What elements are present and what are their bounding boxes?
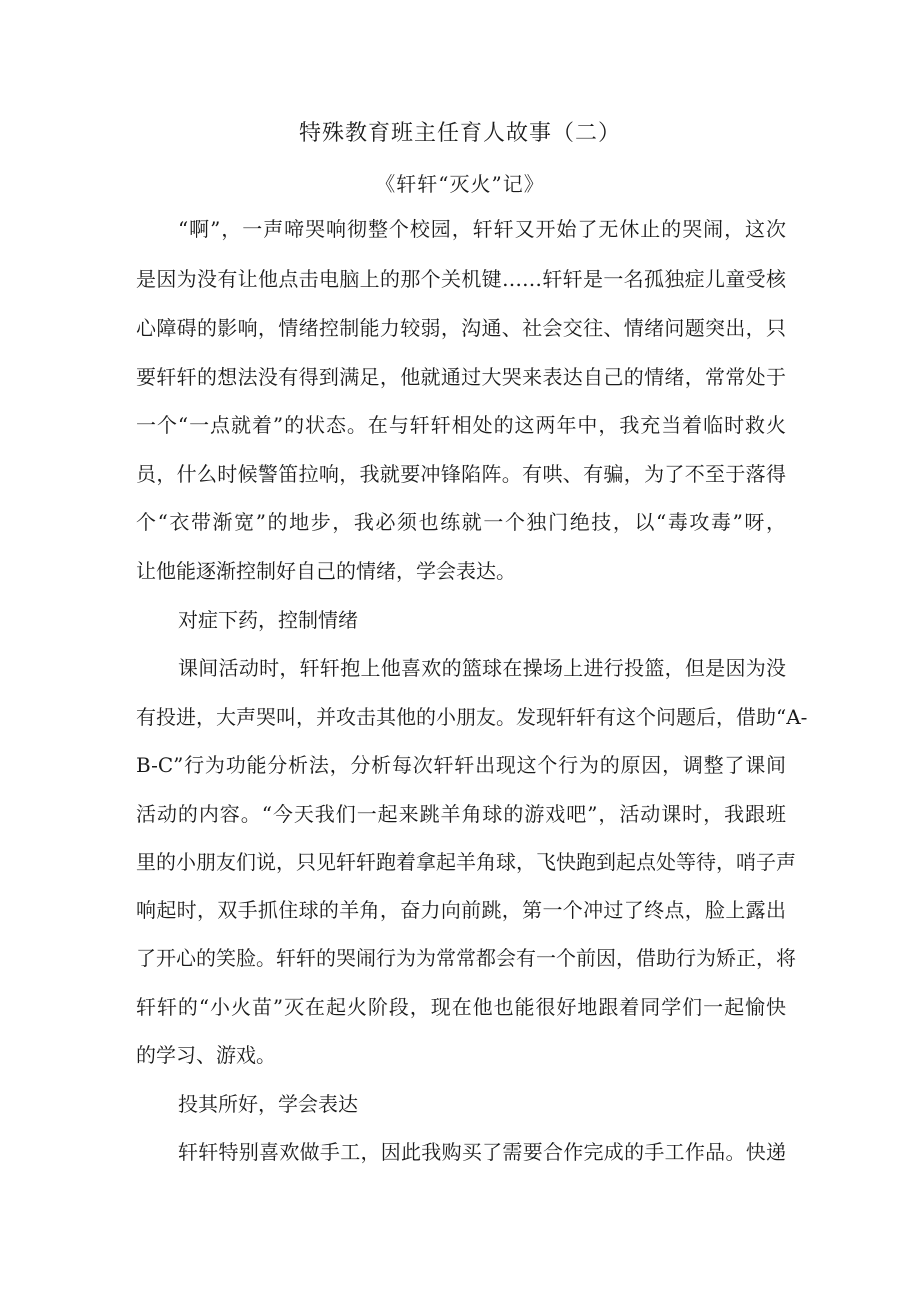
paragraph-line: 有投进，大声哭叫，并攻击其他的小朋友。发现轩轩有这个问题后，借助“A- [136, 705, 808, 729]
document-title: 特殊教育班主任育人故事（二） [298, 121, 621, 146]
paragraph-line: 响起时，双手抓住球的羊角，奋力向前跳，第一个冲过了终点，脸上露出 [136, 898, 786, 922]
paragraph-line: 个“衣带渐宽”的地步，我必须也练就一个独门绝技，以“毒攻毒”呀， [136, 510, 786, 534]
paragraph-line: 里的小朋友们说，只见轩轩跑着拿起羊角球，飞快跑到起点处等待，哨子声 [136, 850, 796, 874]
paragraph-line: 的学习、游戏。 [136, 1043, 276, 1067]
paragraph-line: 了开心的笑脸。轩轩的哭闹行为为常常都会有一个前因，借助行为矫正，将 [136, 946, 796, 970]
paragraph-line: 轩轩的“小火苗”灭在起火阶段，现在他也能很好地跟着同学们一起愉快 [136, 995, 786, 1019]
paragraph-line: B-C”行为功能分析法，分析每次轩轩出现这个行为的原因，调整了课间 [136, 753, 786, 777]
document-subtitle: 《轩轩“灭火”记》 [375, 172, 545, 196]
paragraph-line: 一个“一点就着”的状态。在与轩轩相处的这两年中，我充当着临时救火 [136, 413, 786, 437]
paragraph-line: 要轩轩的想法没有得到满足，他就通过大哭来表达自己的情绪，常常处于 [136, 365, 786, 389]
paragraph-line: 心障碍的影响，情绪控制能力较弱，沟通、社会交往、情绪问题突出，只 [136, 316, 786, 340]
paragraph-line: 活动的内容。“今天我们一起来跳羊角球的游戏吧”，活动课时，我跟班 [136, 802, 786, 826]
section-heading: 对症下药，控制情绪 [178, 608, 358, 632]
paragraph-line: 轩轩特别喜欢做手工，因此我购买了需要合作完成的手工作品。快递 [178, 1140, 786, 1164]
paragraph-line: “啊”，一声啼哭响彻整个校园，轩轩又开始了无休止的哭闹，这次 [178, 217, 786, 241]
section-heading: 投其所好，学会表达 [178, 1092, 358, 1116]
paragraph-line: 是因为没有让他点击电脑上的那个关机键……轩轩是一名孤独症儿童受核 [136, 267, 786, 291]
paragraph-line: 员，什么时候警笛拉响，我就要冲锋陷阵。有哄、有骗，为了不至于落得 [136, 462, 786, 486]
paragraph-line: 让他能逐渐控制好自己的情绪，学会表达。 [136, 559, 516, 583]
paragraph-line: 课间活动时，轩轩抱上他喜欢的篮球在操场上进行投篮，但是因为没 [178, 656, 786, 680]
